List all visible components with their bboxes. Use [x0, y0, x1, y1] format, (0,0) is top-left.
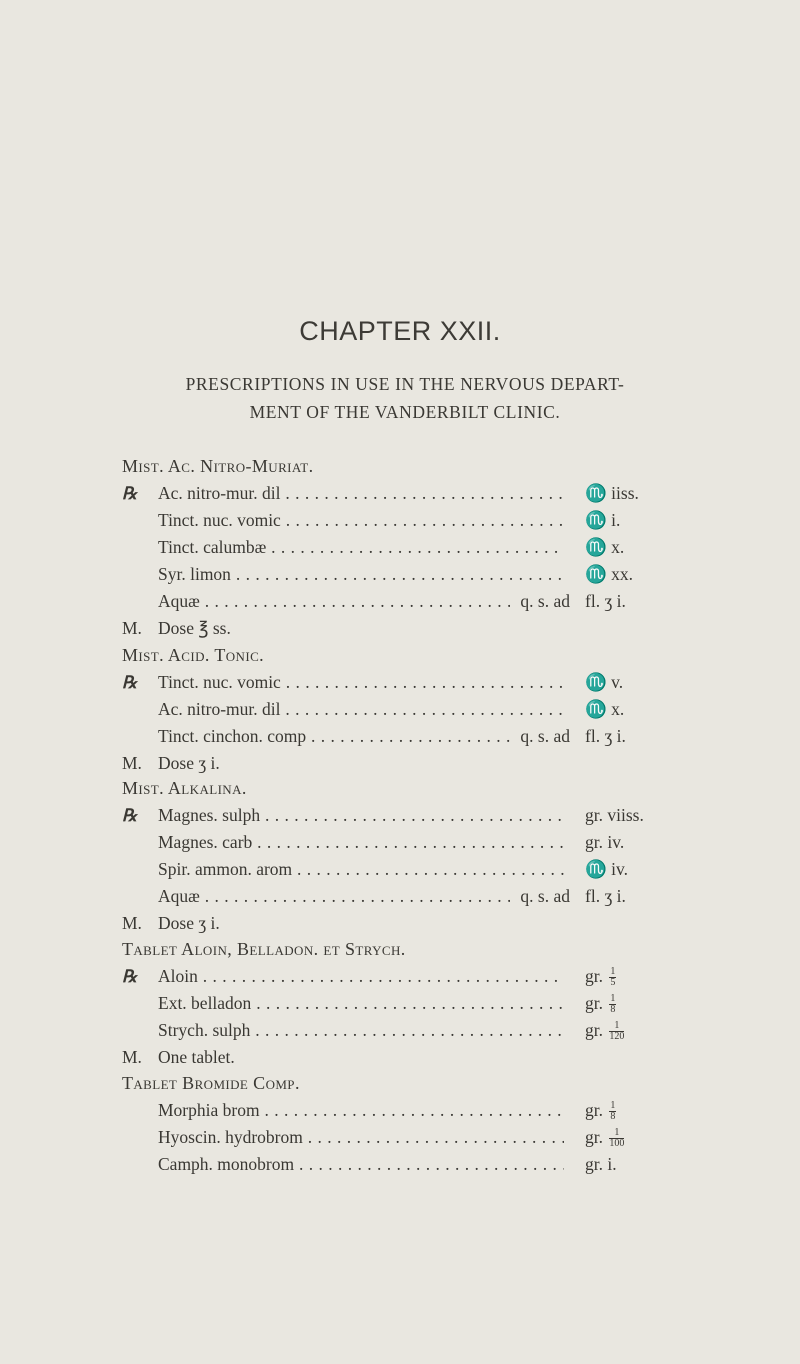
ingredient-row	[122, 802, 692, 829]
misce-label: M.	[122, 1047, 142, 1067]
ingredient-row	[122, 856, 692, 883]
fraction-numerator: 1	[609, 1128, 624, 1139]
fraction-denominator: 5	[610, 977, 616, 989]
ingredient-row	[122, 883, 692, 910]
ingredient-name: Ext. belladon . . .	[158, 990, 564, 1017]
ingredient-row	[122, 1151, 692, 1178]
ingredient-amount: ♏ x.	[585, 537, 625, 557]
dose-fraction	[609, 994, 616, 1015]
ingredient-row	[122, 588, 692, 615]
ingredient-name: Magnes. sulph . . .	[158, 802, 564, 829]
ingredient-name: Ac. nitro-mur. dil . . .	[158, 696, 564, 723]
directions-text: One tablet.	[158, 1047, 235, 1067]
rx-symbol: ℞	[122, 806, 138, 825]
ingredient-amount: ♏ x.	[585, 699, 625, 719]
fraction-denominator: 100	[609, 1138, 625, 1150]
prescription-title: Mist. Acid. Tonic.	[122, 645, 265, 665]
prescription-mist-alkalina	[122, 775, 692, 937]
prescription-mist-acid-tonic	[122, 642, 692, 777]
heading-line-1: PRESCRIPTIONS IN USE IN THE NERVOUS DEPART-	[185, 374, 625, 394]
misce-label: M.	[122, 753, 142, 773]
directions-text: Dose ℥ ss.	[158, 618, 231, 638]
directions-line	[122, 750, 692, 777]
ingredient-name: Aquæ . . .	[158, 883, 510, 910]
ingredient-amount: ♏ v.	[585, 672, 624, 692]
fraction-numerator: 1	[609, 1021, 624, 1032]
grain-label: gr.	[585, 966, 603, 986]
dose-fraction	[609, 1128, 624, 1149]
ingredient-name: Morphia brom . . .	[158, 1097, 564, 1124]
ingredient-amount: gr. iv.	[585, 832, 625, 852]
page-heading	[120, 370, 690, 426]
prescription-title: Mist. Ac. Nitro-Muriat.	[122, 456, 314, 476]
directions-text: Dose ʒ i.	[158, 753, 220, 773]
ingredient-name: Magnes. carb . . .	[158, 829, 564, 856]
ingredient-amount	[585, 963, 616, 990]
directions-line	[122, 1044, 692, 1071]
misce-label: M.	[122, 913, 142, 933]
ingredient-row	[122, 990, 692, 1017]
ingredient-amount: gr. viiss.	[585, 805, 644, 825]
fraction-denominator: 8	[610, 1111, 616, 1123]
fraction-denominator: 120	[609, 1031, 625, 1043]
ingredient-row	[122, 669, 692, 696]
ingredient-amount: ♏ xx.	[585, 564, 634, 584]
heading-line-2: MENT OF THE VANDERBILT CLINIC.	[249, 402, 561, 422]
ingredient-name: Tinct. cinchon. comp . . .	[158, 723, 510, 750]
ingredient-name: Syr. limon . . .	[158, 561, 564, 588]
ingredient-row	[122, 829, 692, 856]
qs-ad-text: q. s. ad	[520, 591, 570, 611]
ingredient-amount: fl. ʒ i.	[585, 591, 626, 611]
ingredient-amount	[585, 1017, 624, 1044]
fraction-denominator: 8	[610, 1004, 616, 1016]
ingredient-amount	[585, 1124, 624, 1151]
ingredient-name: Ac. nitro-mur. dil . . .	[158, 480, 564, 507]
ingredient-row	[122, 963, 692, 990]
ingredient-amount	[585, 1097, 616, 1124]
misce-label: M.	[122, 618, 142, 638]
ingredient-amount	[585, 990, 616, 1017]
ingredient-row	[122, 507, 692, 534]
prescription-title: Tablet Aloin, Belladon. et Strych.	[122, 939, 406, 959]
ingredient-name: Camph. monobrom . . .	[158, 1151, 564, 1178]
ingredient-row	[122, 1097, 692, 1124]
ingredient-row	[122, 696, 692, 723]
prescription-tablet-bromide-comp	[122, 1070, 692, 1178]
grain-label: gr.	[585, 1100, 603, 1120]
ingredient-name: Tinct. nuc. vomic . . .	[158, 507, 564, 534]
grain-label: gr.	[585, 993, 603, 1013]
ingredient-name: Strych. sulph . . .	[158, 1017, 564, 1044]
dose-fraction	[609, 967, 616, 988]
dose-fraction	[609, 1021, 624, 1042]
rx-symbol: ℞	[122, 484, 138, 503]
ingredient-name: Tinct. calumbæ . . .	[158, 534, 564, 561]
ingredient-name: Spir. ammon. arom . . .	[158, 856, 564, 883]
directions-text: Dose ʒ i.	[158, 913, 220, 933]
prescription-mist-ac-nitro-muriat	[122, 453, 692, 642]
ingredient-amount: ♏ i.	[585, 510, 621, 530]
prescription-title: Tablet Bromide Comp.	[122, 1073, 300, 1093]
ingredient-row	[122, 1124, 692, 1151]
ingredient-row	[122, 534, 692, 561]
fraction-numerator: 1	[610, 1100, 616, 1112]
ingredient-amount: fl. ʒ i.	[585, 726, 626, 746]
ingredient-amount: gr. i.	[585, 1154, 617, 1174]
rx-symbol: ℞	[122, 673, 138, 692]
ingredient-amount: ♏ iv.	[585, 859, 629, 879]
dose-fraction	[609, 1101, 616, 1122]
grain-label: gr.	[585, 1020, 603, 1040]
grain-label: gr.	[585, 1127, 603, 1147]
ingredient-amount: fl. ʒ i.	[585, 886, 626, 906]
ingredient-row	[122, 480, 692, 507]
fraction-numerator: 1	[610, 993, 616, 1005]
ingredient-name: Tinct. nuc. vomic . . .	[158, 669, 564, 696]
ingredient-row	[122, 1017, 692, 1044]
prescription-title: Mist. Alkalina.	[122, 778, 247, 798]
ingredient-row	[122, 561, 692, 588]
prescription-tablet-aloin	[122, 936, 692, 1071]
ingredient-name: Aloin . . .	[158, 963, 564, 990]
directions-line	[122, 910, 692, 937]
ingredient-name: Hyoscin. hydrobrom . . .	[158, 1124, 564, 1151]
directions-line	[122, 615, 692, 642]
ingredient-row	[122, 723, 692, 750]
qs-ad-text: q. s. ad	[520, 726, 570, 746]
chapter-title: CHAPTER XXII.	[299, 316, 501, 346]
ingredient-amount: ♏ iiss.	[585, 483, 639, 503]
fraction-numerator: 1	[610, 966, 616, 978]
ingredient-name: Aquæ . . .	[158, 588, 510, 615]
qs-ad-text: q. s. ad	[520, 886, 570, 906]
rx-symbol: ℞	[122, 967, 138, 986]
